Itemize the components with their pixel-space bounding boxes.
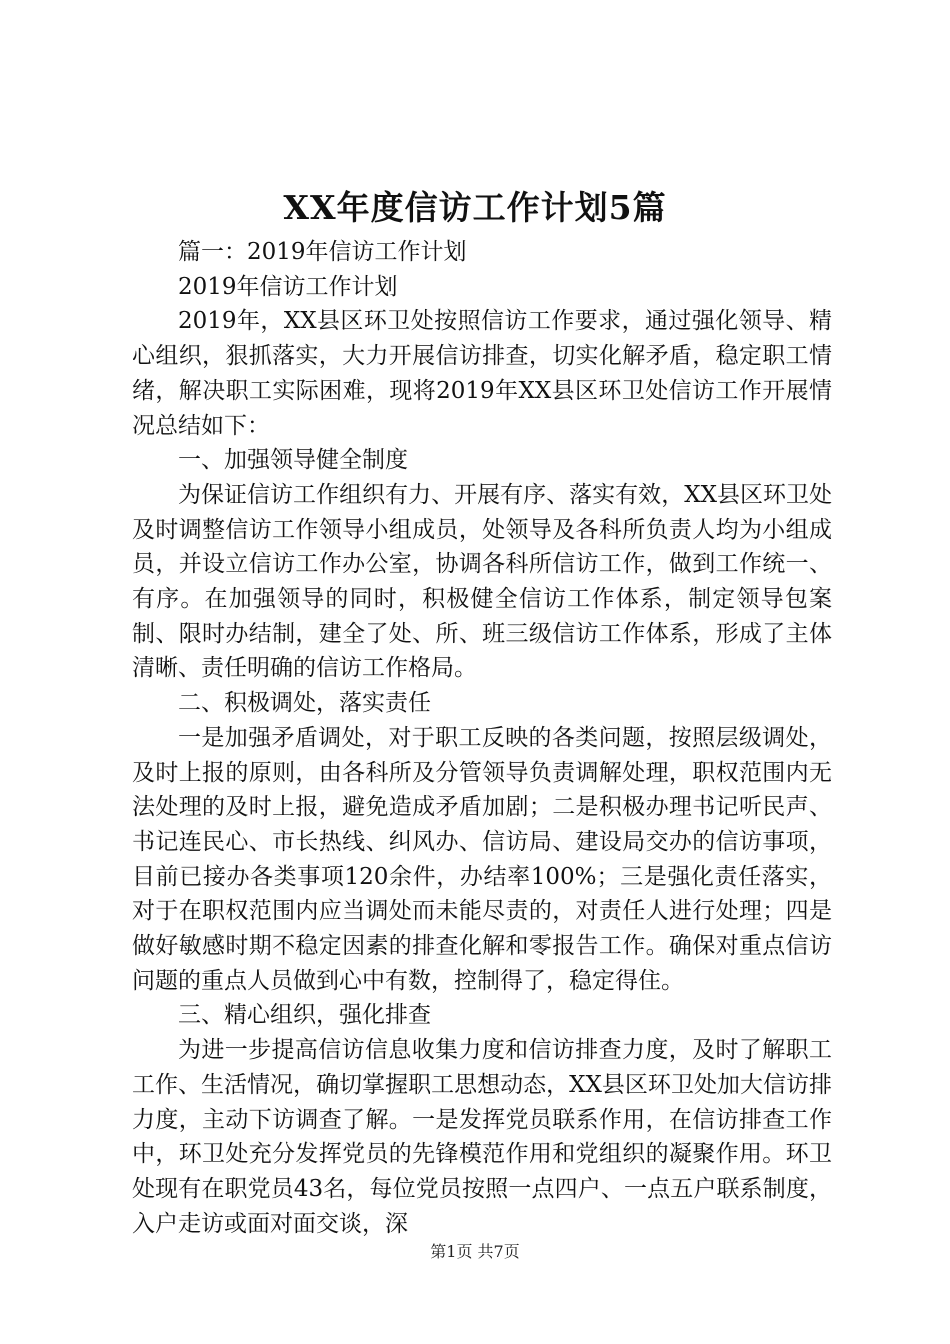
section-heading: 篇一：2019年信访工作计划 xyxy=(178,239,467,265)
subtitle: 2019年信访工作计划 xyxy=(178,273,398,300)
body-paragraph: 为进一步提高信访信息收集力度和信访排查力度，及时了解职工工作、生活情况，确切掌握职工思想动态，XX县区环卫处加大信访排力度，主动下访调查了解。一是发挥党员联系作用，在信访排查工作中，环卫处充分发挥党员的先锋模范作用和党组织的凝聚作用。环卫处现有在职党员43名，每位党员按照一点四户、一点五户联系制度，入户走访或面对面交谈，深 xyxy=(132,1037,832,1237)
document-title: XX年度信访工作计划5篇 xyxy=(283,188,667,227)
section-heading: 一、加强领导健全制度 xyxy=(178,447,408,474)
body-paragraph: 2019年，XX县区环卫处按照信访工作要求，通过强化领导、精心组织，狠抓落实，大力开展信访排查，切实化解矛盾，稳定职工情绪，解决职工实际困难，现将2019年XX县区环卫处信访工作开展情况总结如下： xyxy=(132,308,832,439)
body-paragraph: 为保证信访工作组织有力、开展有序、落实有效，XX县区环卫处及时调整信访工作领导小组成员，处领导及各科所负责人均为小组成员，并设立信访工作办公室，协调各科所信访工作，做到工作统一、有序。在加强领导的同时，积极健全信访工作体系，制定领导包案制、限时办结制，建全了处、所、班三级信访工作体系，形成了主体清晰、责任明确的信访工作格局。 xyxy=(132,481,832,682)
page-number-footer: 第1页 共7页 xyxy=(430,1242,520,1261)
section-heading: 二、积极调处，落实责任 xyxy=(178,690,431,717)
body-paragraph: 一是加强矛盾调处，对于职工反映的各类问题，按照层级调处，及时上报的原则，由各科所及分管领导负责调解处理，职权范围内无法处理的及时上报，避免造成矛盾加剧；二是积极办理书记听民声、书记连民心、市长热线、纠风办、信访局、建设局交办的信访事项，目前已接办各类事项120余件，办结率100%；三是强化责任落实，对于在职权范围内应当调处而未能尽责的，对责任人进行处理；四是做好敏感时期不稳定因素的排查化解和零报告工作。确保对重点信访问题的重点人员做到心中有数，控制得了，稳定得住。 xyxy=(132,724,832,994)
document-body xyxy=(132,235,832,1241)
section-heading: 三、精心组织，强化排查 xyxy=(178,1002,431,1029)
